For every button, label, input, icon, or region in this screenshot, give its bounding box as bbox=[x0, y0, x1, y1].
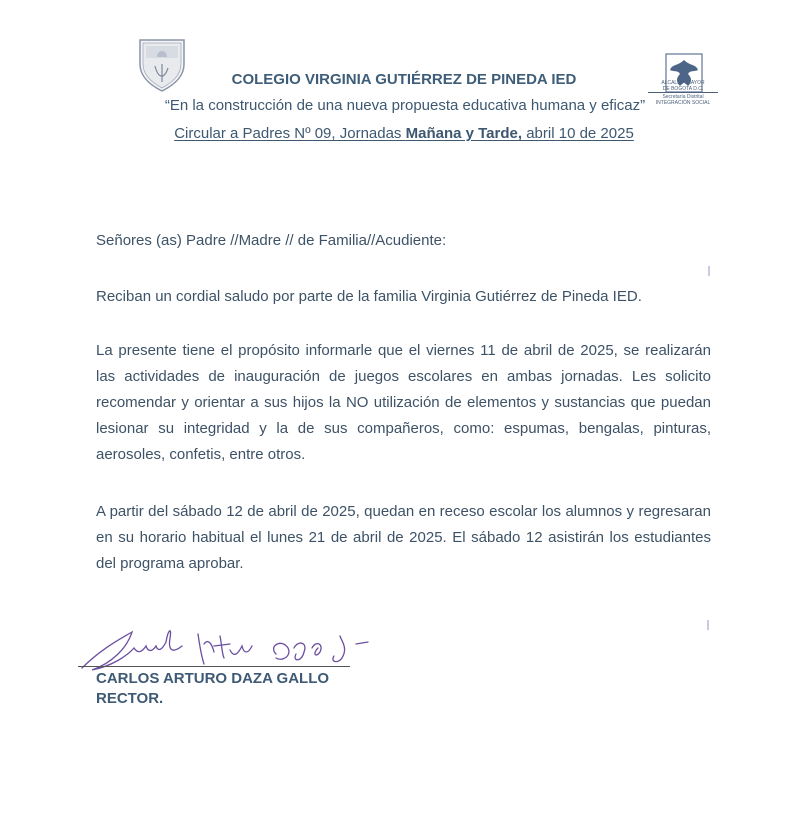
greeting: Señores (as) Padre //Madre // de Familia//Acudiente: bbox=[96, 232, 447, 249]
signature-line bbox=[78, 666, 350, 667]
salutation: Reciban un cordial saludo por parte de la familia Virginia Gutiérrez de Pineda IED. bbox=[96, 288, 642, 305]
crest-label-2: DE BOGOTA D.C. bbox=[648, 86, 718, 93]
scan-mark bbox=[707, 620, 709, 630]
school-motto: “En la construcción de una nueva propuesta educativa humana y eficaz” bbox=[164, 97, 646, 114]
school-name: COLEGIO VIRGINIA GUTIÉRREZ DE PINEDA IED bbox=[231, 71, 577, 88]
circular-title bbox=[0, 125, 790, 142]
signer-role: RECTOR. bbox=[96, 690, 164, 707]
crest-label-1: ALCALDIA MAYOR bbox=[661, 80, 705, 86]
paragraph-games-notice: La presente tiene el propósito informarle que el viernes 11 de abril de 2025, se realizarán las actividades de inauguración de juegos escolares en ambas jornadas. Les solicito recomendar y orientar a sus hijos la NO utilización de elementos y sustancias que puedan lesionar su integridad y la de sus compañeros, como: espumas, bengalas, pinturas, aerosoles, confetis, entre otros. bbox=[96, 342, 711, 463]
crest-label-4: INTEGRACIÓN SOCIAL bbox=[655, 100, 711, 106]
circular-prefix: Circular a Padres Nº 09, Jornadas bbox=[174, 125, 406, 142]
scan-mark bbox=[708, 266, 710, 276]
circular-shifts: Mañana y Tarde, bbox=[405, 125, 523, 142]
circular-date: abril 10 de 2025 bbox=[522, 125, 634, 142]
paragraph-recess-notice: A partir del sábado 12 de abril de 2025, quedan en receso escolar los alumnos y regresaran en su horario habitual el lunes 21 de abril de 2025. El sábado 12 asistirán los estudiantes del programa aprobar. bbox=[96, 503, 711, 572]
crest-label-3: Secretaría Distrital bbox=[662, 94, 704, 100]
signer-name: CARLOS ARTURO DAZA GALLO bbox=[96, 670, 330, 687]
